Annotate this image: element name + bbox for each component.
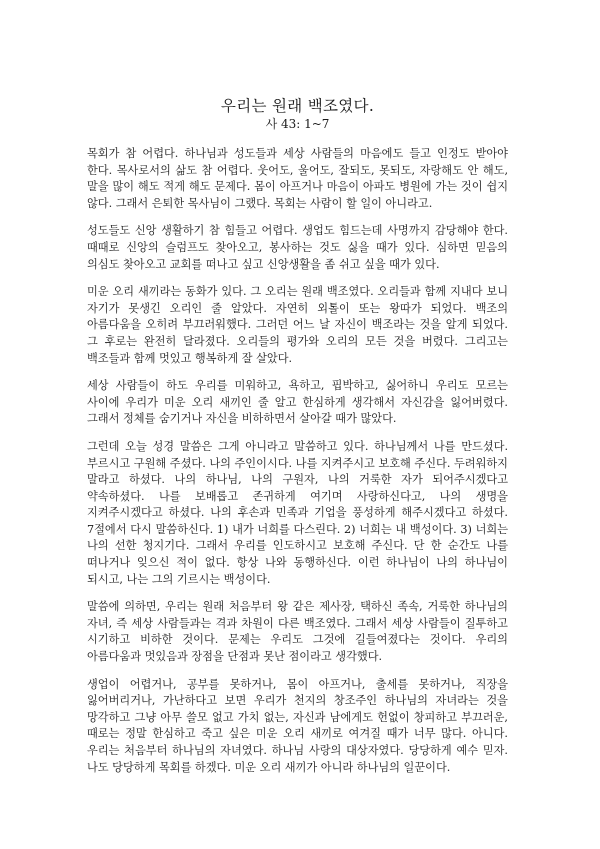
paragraph-2: 성도들도 신앙 생활하기 참 힘들고 어렵다. 생업도 힘드는데 사명까지 감당해야 한다. 때때로 신앙의 슬럼프도 찾아오고, 봉사하는 것도 싫을 때가 있다. 심하면 믿음의 의심도 찾아오고 교회를 떠나고 싶고 신앙생활을 좀 쉬고 싶을 때가 있다.: [87, 224, 508, 271]
paragraph-1: 목회가 참 어렵다. 하나님과 성도들과 세상 사람들의 마음에도 들고 인정도 받아야 한다. 목사로서의 삶도 참 어렵다. 웃어도, 울어도, 잘되도, 못되도, 자랑해도 안 해도, 말을 많이 해도 적게 해도 문제다. 몸이 아프거나 마음이 아파도 병원에 가는 것이 쉽지 않다. 그래서 은퇴한 목사님이 그랬다. 목회는 사람이 할 일이 아니라고.: [87, 147, 508, 210]
paragraph-7: 생업이 어렵거나, 공부를 못하거나, 몸이 아프거나, 출세를 못하거나, 직장을 잃어버리거나, 가난하다고 보면 우리가 천지의 창조주인 하나님의 자녀라는 것을 망각하고 그냥 아무 쓸모 없고 가치 없는, 자신과 남에게도 헌없이 창피하고 부끄러운, 때로는 정말 한심하고 죽고 싶은 미운 오리 새끼로 여겨질 때가 너무 많다. 아니다. 우리는 처음부터 하나님의 자녀였다. 하나님 사랑의 대상자였다. 당당하게 예수 믿자. 나도 당당하게 목회를 하겠다. 미운 오리 새끼가 아니라 하나님의 일꾼이다.: [87, 677, 508, 774]
paragraph-4: 세상 사람들이 하도 우리를 미워하고, 욕하고, 핍박하고, 싫어하니 우리도 모르는 사이에 우리가 미운 오리 새끼인 줄 알고 한심하게 생각해서 자신감을 잃어버렸다. 그래서 정체를 숨기거나 자신을 비하하면서 살아갈 때가 많았다.: [87, 379, 508, 426]
paragraph-6: 말씀에 의하면, 우리는 원래 처음부터 왕 같은 제사장, 택하신 족속, 거룩한 하나님의 자녀, 즉 세상 사람들과는 격과 차원이 다른 백조였다. 그래서 세상 사람들이 질투하고 시기하고 비하한 것이다. 문제는 우리도 그것에 길들여졌다는 것이다. 우리의 아름다움과 멋있음과 장점을 단점과 못난 점이라고 생각했다.: [87, 600, 508, 664]
paragraph-5: 그런데 오늘 성경 말씀은 그게 아니라고 말씀하고 있다. 하나님께서 나를 만드셨다. 부르시고 구원해 주셨다. 나의 주인이시다. 나를 지켜주시고 보호해 주신다. 두려워하지 말라고 하셨다. 나의 하나님, 나의 구원자, 나의 거룩한 자가 되어주시겠다고 약속하셨다. 나를 보배롭고 존귀하게 여기며 사랑하신다고, 나의 생명을 지켜주시겠다고 하셨다. 나의 후손과 민족과 기업을 풍성하게 해주시겠다고 하셨다. 7절에서 다시 말씀하신다. 1) 내가 너희를 다스린다. 2) 너희는 내 백성이다. 3) 너희는 나의 선한 청지기다. 그래서 우리를 인도하시고 보호해 주신다. 단 한 순간도 나를 떠나거나 잊으신 적이 없다. 항상 나와 동행하신다. 이런 하나님이 나의 하나님이 되시고, 나는 그의 기르시는 백성이다.: [87, 439, 508, 586]
document-title: 우리는 원래 백조였다.: [220, 97, 375, 115]
paragraph-3: 미운 오리 새끼라는 동화가 있다. 그 오리는 원래 백조였다. 오리들과 함께 지내다 보니 자기가 못생긴 오리인 줄 알았다. 자연히 외톨이 또는 왕따가 되었다. 백조의 아름다움을 오히려 부끄러워했다. 그러던 어느 날 자신이 백조라는 것을 알게 되었다. 그 후로는 완전히 달라졌다. 오리들의 평가와 오리의 모든 것을 버렸다. 그리고는 백조들과 함께 멋있고 행복하게 잘 살았다.: [87, 285, 508, 365]
scripture-reference: 사 43: 1~7: [265, 117, 330, 131]
